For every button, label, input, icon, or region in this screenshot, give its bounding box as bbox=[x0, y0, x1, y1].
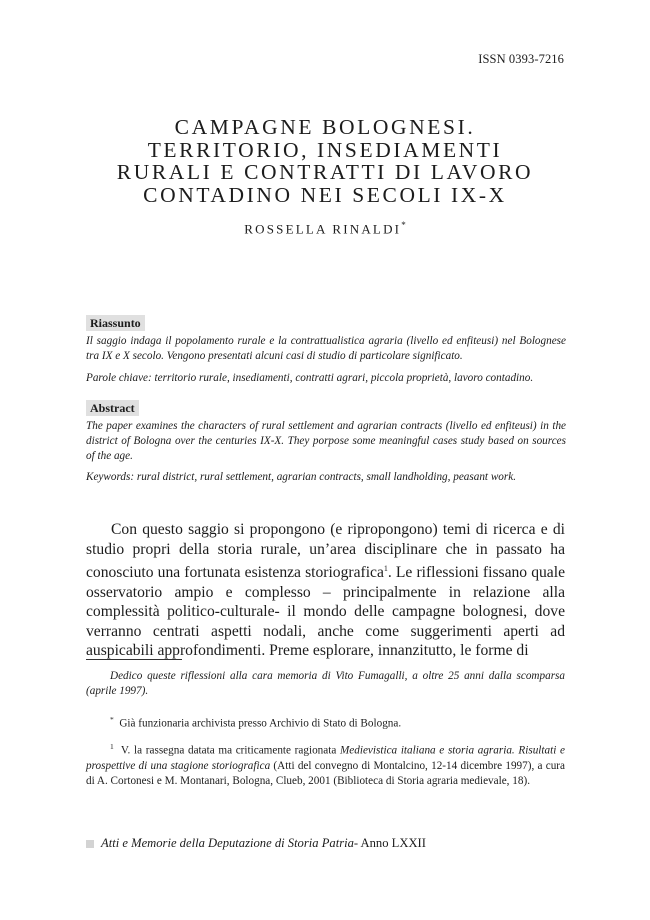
body-text-before-note: Con questo saggio si propongono (e ripropongono) temi di ricerca e di studio propri della storia rurale, un’area disciplinare che in passato ha conosciuto una fortunata esistenza storiografica bbox=[86, 521, 565, 582]
footnote-divider bbox=[86, 659, 182, 660]
issn-label: ISSN 0393-7216 bbox=[478, 52, 564, 66]
title-line: TERRITORIO, INSEDIAMENTI bbox=[147, 137, 503, 162]
abstract-keywords: Keywords: rural district, rural settlement, agrarian contracts, small landholding, peasant work. bbox=[86, 471, 516, 483]
footnote-1-text-a: V. la rassegna datata ma criticamente ragionata bbox=[120, 744, 340, 757]
title-line: CAMPAGNE BOLOGNESI. bbox=[174, 115, 476, 139]
abstract-heading: Abstract bbox=[86, 400, 139, 416]
footnote-ref[interactable]: 1 bbox=[383, 564, 388, 573]
riassunto-text: Il saggio indaga il popolamento rurale e la contrattualistica agraria (livello ed enfiteusi) nel Bolognese tra IX e X secolo. Vengono presentati alcuni casi di studio di particolare significato. bbox=[86, 335, 566, 362]
body-paragraph bbox=[86, 520, 565, 661]
footnote-affiliation-text: Già funzionaria archivista presso Archivio di Stato di Bologna. bbox=[119, 717, 402, 730]
riassunto-keywords: Parole chiave: territorio rurale, insediamenti, contratti agrari, piccola proprietà, lavoro contadino. bbox=[86, 372, 534, 384]
footnote-1 bbox=[86, 739, 565, 789]
body-text-after-note: . Le riflessioni fissano quale osservatorio ampio e complesso – principalmente in relazione alla complessità politico-culturale- il mondo delle campagne bolognesi, dove verranno centrati aspetti nodali, anche come suggerimenti aperti ad auspicabili approfondimenti. Preme esplorare, innanzitutto, le forme di bbox=[86, 564, 565, 660]
footnote-author-affiliation bbox=[86, 712, 565, 732]
footer-journal-title: Atti e Memorie della Deputazione di Storia Patria bbox=[101, 836, 354, 850]
title-line: CONTADINO NEI SECOLI IX-X bbox=[143, 182, 507, 207]
footnote-mark-1: 1 bbox=[110, 742, 114, 751]
article-title bbox=[0, 116, 650, 206]
riassunto-heading: Riassunto bbox=[86, 315, 145, 331]
author-footnote-mark: * bbox=[401, 220, 406, 230]
title-line: RURALI E CONTRATTI DI LAVORO bbox=[116, 160, 534, 184]
footnote-mark-star: * bbox=[110, 715, 114, 724]
footer-issue: - Anno LXXII bbox=[353, 836, 426, 850]
footnote-1-text-b: (Atti del convegno di Montalcino, 12-14 dicembre 1997), a cura di A. Cortonesi e M. Montanari, Bologna, Clueb, 2001 (Biblioteca di Storia agraria medievale, 18). bbox=[86, 759, 565, 788]
footnote-dedication: Dedico queste riflessioni alla cara memoria di Vito Fumagalli, a oltre 25 anni dalla scomparsa (aprile 1997). bbox=[86, 670, 565, 698]
footnote-1-cited-title: Medievistica italiana e storia agraria. Risultati e prospettive di una stagione storiografica bbox=[86, 744, 565, 772]
page-footer bbox=[86, 836, 426, 851]
author-text: ROSSELLA RINALDI bbox=[244, 221, 402, 237]
author-name bbox=[0, 220, 650, 237]
abstract-text: The paper examines the characters of rural settlement and agrarian contracts (livello ed enfiteusi) in the district of Bologna over the centuries IX-X. They porpose some meaningful cases study based on sources of the age. bbox=[86, 420, 566, 462]
footer-square-marker bbox=[86, 840, 94, 848]
